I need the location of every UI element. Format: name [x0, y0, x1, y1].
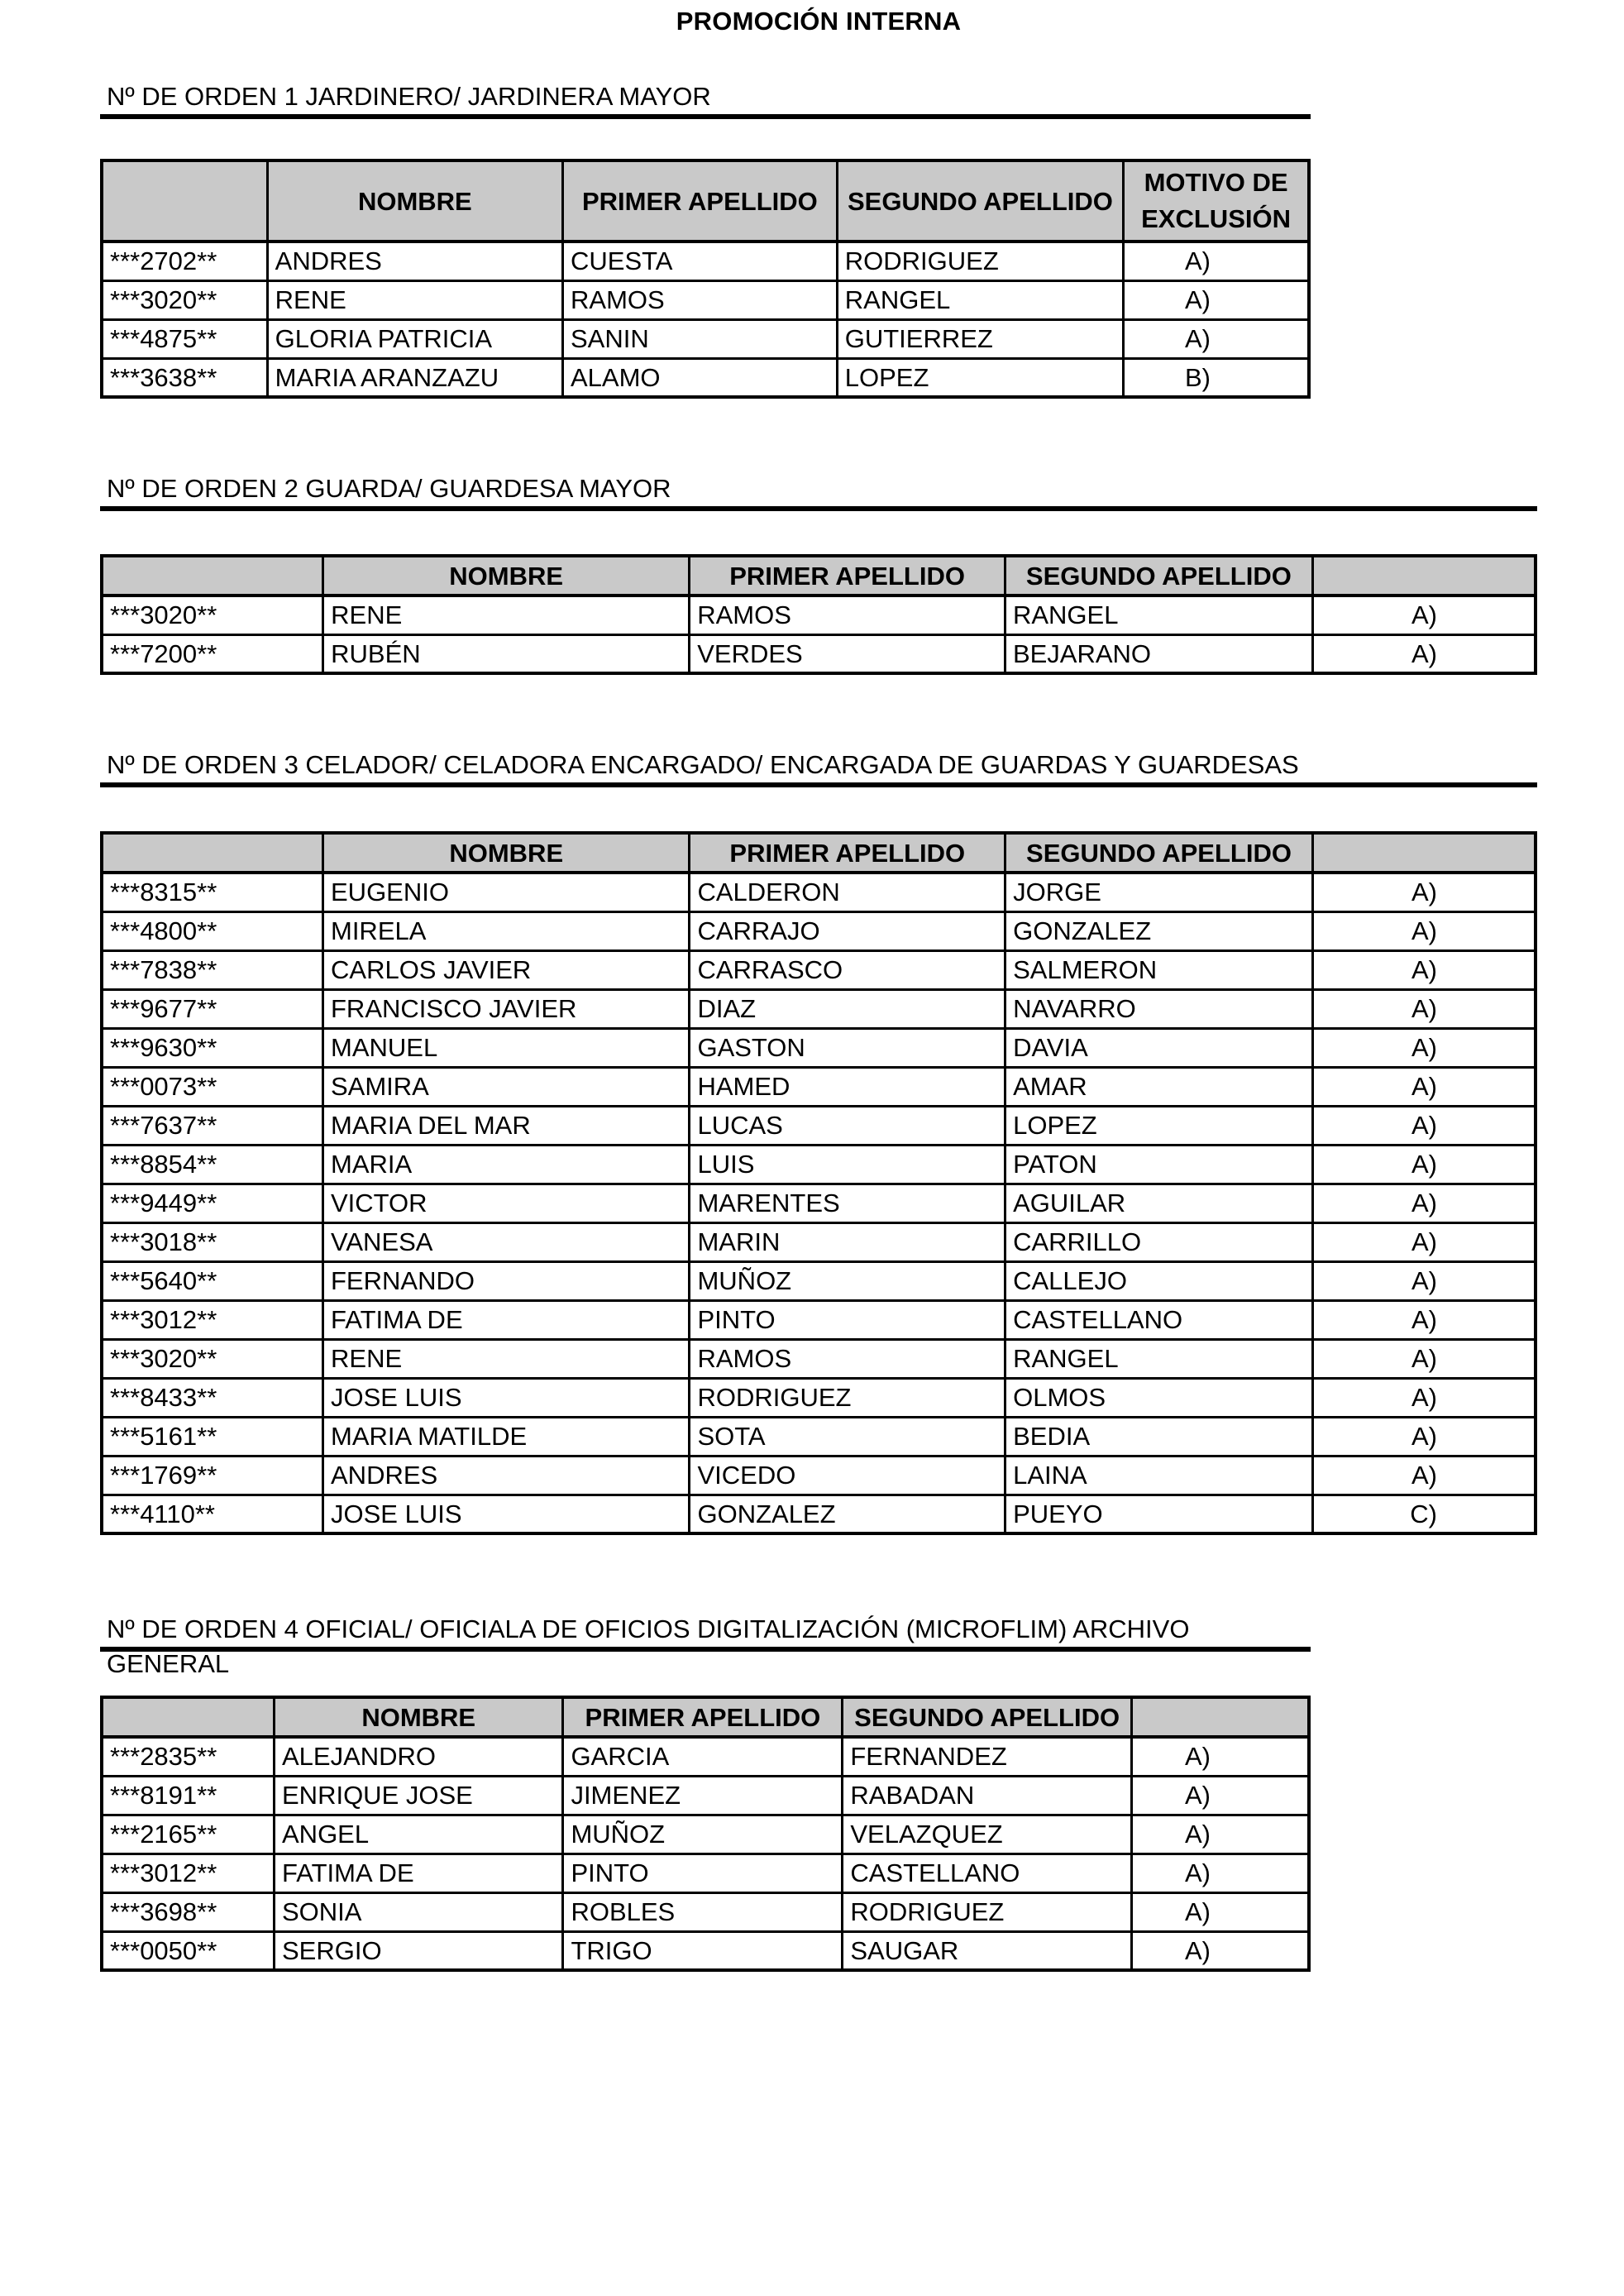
section-title: Nº DE ORDEN 1 JARDINERO/ JARDINERA MAYOR [100, 79, 1311, 119]
header-nombre: NOMBRE [323, 556, 690, 596]
table-row [102, 1931, 1309, 1970]
section-title: Nº DE ORDEN 2 GUARDA/ GUARDESA MAYOR [100, 471, 1537, 511]
cell-primer-apellido: LUCAS [690, 1106, 1005, 1145]
header-primer-apellido: PRIMER APELLIDO [563, 160, 838, 242]
cell-motivo: B) [1124, 358, 1309, 397]
table-row [102, 1417, 1536, 1456]
cell-nombre: SAMIRA [323, 1067, 690, 1106]
table-row [102, 634, 1536, 673]
table-row [102, 319, 1309, 358]
cell-nombre: MARIA ARANZAZU [267, 358, 562, 397]
cell-nombre: CARLOS JAVIER [323, 950, 690, 989]
table-row [102, 358, 1309, 397]
cell-segundo-apellido: AGUILAR [1005, 1184, 1313, 1222]
cell-nombre: MARIA [323, 1145, 690, 1184]
section-4 [100, 1612, 1311, 1965]
header-nombre: NOMBRE [267, 160, 562, 242]
cell-motivo: A) [1312, 1106, 1536, 1145]
cell-segundo-apellido: PATON [1005, 1145, 1313, 1184]
cell-id: ***0073** [102, 1067, 323, 1106]
table-row [102, 1776, 1309, 1815]
cell-nombre: EUGENIO [323, 873, 690, 911]
cell-nombre: MANUEL [323, 1028, 690, 1067]
cell-motivo: A) [1131, 1892, 1309, 1931]
cell-motivo: A) [1312, 1417, 1536, 1456]
exclusion-table [100, 1696, 1311, 1972]
cell-segundo-apellido: RANGEL [837, 280, 1123, 319]
cell-id: ***7200** [102, 634, 323, 673]
cell-primer-apellido: CARRASCO [690, 950, 1005, 989]
cell-segundo-apellido: NAVARRO [1005, 989, 1313, 1028]
cell-segundo-apellido: DAVIA [1005, 1028, 1313, 1067]
cell-segundo-apellido: RABADAN [843, 1776, 1132, 1815]
cell-id: ***9449** [102, 1184, 323, 1222]
header-id [102, 833, 323, 873]
cell-id: ***3698** [102, 1892, 275, 1931]
header-id [102, 1697, 275, 1737]
cell-segundo-apellido: GUTIERREZ [837, 319, 1123, 358]
table-row [102, 1456, 1536, 1495]
cell-segundo-apellido: SAUGAR [843, 1931, 1132, 1970]
table-row [102, 1145, 1536, 1184]
cell-primer-apellido: CARRAJO [690, 911, 1005, 950]
cell-nombre: ANGEL [275, 1815, 563, 1854]
table-row [102, 280, 1309, 319]
cell-segundo-apellido: LOPEZ [1005, 1106, 1313, 1145]
cell-motivo: A) [1312, 1222, 1536, 1261]
table-row [102, 596, 1536, 634]
exclusion-table [100, 159, 1311, 399]
header-nombre: NOMBRE [323, 833, 690, 873]
table-row [102, 1222, 1536, 1261]
table-row [102, 1028, 1536, 1067]
cell-motivo: A) [1312, 596, 1536, 634]
cell-segundo-apellido: JORGE [1005, 873, 1313, 911]
cell-primer-apellido: RAMOS [563, 280, 838, 319]
cell-primer-apellido: MARENTES [690, 1184, 1005, 1222]
cell-segundo-apellido: CASTELLANO [1005, 1300, 1313, 1339]
cell-segundo-apellido: LAINA [1005, 1456, 1313, 1495]
cell-id: ***2165** [102, 1815, 275, 1854]
cell-id: ***9630** [102, 1028, 323, 1067]
cell-segundo-apellido: CALLEJO [1005, 1261, 1313, 1300]
cell-primer-apellido: GASTON [690, 1028, 1005, 1067]
cell-id: ***3012** [102, 1854, 275, 1892]
table-row [102, 1892, 1309, 1931]
cell-motivo: A) [1312, 1028, 1536, 1067]
cell-nombre: SERGIO [275, 1931, 563, 1970]
cell-nombre: ANDRES [267, 242, 562, 280]
table-row [102, 1106, 1536, 1145]
cell-motivo: A) [1312, 1261, 1536, 1300]
cell-nombre: JOSE LUIS [323, 1495, 690, 1533]
cell-nombre: ENRIQUE JOSE [275, 1776, 563, 1815]
cell-nombre: VANESA [323, 1222, 690, 1261]
cell-primer-apellido: MUÑOZ [563, 1815, 843, 1854]
header-motivo-de-exclusi-n: MOTIVO DE EXCLUSIÓN [1124, 160, 1309, 242]
cell-primer-apellido: ALAMO [563, 358, 838, 397]
cell-segundo-apellido: RODRIGUEZ [837, 242, 1123, 280]
table-row [102, 989, 1536, 1028]
cell-motivo: A) [1131, 1776, 1309, 1815]
table-header-row [102, 833, 1536, 873]
cell-segundo-apellido: GONZALEZ [1005, 911, 1313, 950]
cell-motivo: A) [1124, 242, 1309, 280]
section-3 [100, 748, 1537, 1528]
cell-id: ***7838** [102, 950, 323, 989]
cell-segundo-apellido: CARRILLO [1005, 1222, 1313, 1261]
cell-segundo-apellido: RODRIGUEZ [843, 1892, 1132, 1931]
table-header-row [102, 1697, 1309, 1737]
cell-motivo: A) [1312, 1184, 1536, 1222]
cell-segundo-apellido: LOPEZ [837, 358, 1123, 397]
section-1 [100, 79, 1311, 392]
cell-motivo: A) [1312, 1456, 1536, 1495]
table-row [102, 1184, 1536, 1222]
header-motivo-de-exclusi-n [1312, 556, 1536, 596]
cell-id: ***7637** [102, 1106, 323, 1145]
cell-segundo-apellido: BEDIA [1005, 1417, 1313, 1456]
table-row [102, 1339, 1536, 1378]
cell-id: ***4800** [102, 911, 323, 950]
cell-primer-apellido: MUÑOZ [690, 1261, 1005, 1300]
cell-primer-apellido: MARIN [690, 1222, 1005, 1261]
header-segundo-apellido: SEGUNDO APELLIDO [1005, 556, 1312, 596]
table-row [102, 1815, 1309, 1854]
table-row [102, 1261, 1536, 1300]
exclusion-table [100, 831, 1537, 1535]
cell-nombre: MARIA MATILDE [323, 1417, 690, 1456]
cell-motivo: A) [1131, 1737, 1309, 1776]
cell-id: ***5640** [102, 1261, 323, 1300]
table-row [102, 1495, 1536, 1533]
cell-id: ***3012** [102, 1300, 323, 1339]
table-row [102, 911, 1536, 950]
cell-segundo-apellido: SALMERON [1005, 950, 1313, 989]
cell-motivo: A) [1312, 1339, 1536, 1378]
header-primer-apellido: PRIMER APELLIDO [690, 556, 1005, 596]
cell-segundo-apellido: PUEYO [1005, 1495, 1313, 1533]
table-header-row [102, 556, 1536, 596]
cell-nombre: MARIA DEL MAR [323, 1106, 690, 1145]
cell-primer-apellido: HAMED [690, 1067, 1005, 1106]
cell-nombre: MIRELA [323, 911, 690, 950]
cell-nombre: FRANCISCO JAVIER [323, 989, 690, 1028]
cell-nombre: ANDRES [323, 1456, 690, 1495]
cell-primer-apellido: VICEDO [690, 1456, 1005, 1495]
cell-motivo: C) [1312, 1495, 1536, 1533]
cell-id: ***5161** [102, 1417, 323, 1456]
header-segundo-apellido: SEGUNDO APELLIDO [837, 160, 1123, 242]
cell-motivo: A) [1124, 319, 1309, 358]
header-segundo-apellido: SEGUNDO APELLIDO [843, 1697, 1132, 1737]
header-motivo-de-exclusi-n [1131, 1697, 1309, 1737]
section-title: Nº DE ORDEN 4 OFICIAL/ OFICIALA DE OFICIOS DIGITALIZACIÓN (MICROFLIM) ARCHIVO GENERAL [100, 1612, 1311, 1652]
cell-primer-apellido: JIMENEZ [563, 1776, 843, 1815]
cell-segundo-apellido: BEJARANO [1005, 634, 1312, 673]
cell-primer-apellido: RAMOS [690, 596, 1005, 634]
cell-nombre: FERNANDO [323, 1261, 690, 1300]
table-row [102, 950, 1536, 989]
cell-primer-apellido: GARCIA [563, 1737, 843, 1776]
table-header-row [102, 160, 1309, 242]
cell-nombre: RENE [323, 1339, 690, 1378]
table-row [102, 1067, 1536, 1106]
cell-id: ***3020** [102, 1339, 323, 1378]
cell-nombre: ALEJANDRO [275, 1737, 563, 1776]
cell-primer-apellido: LUIS [690, 1145, 1005, 1184]
cell-id: ***4875** [102, 319, 267, 358]
cell-nombre: FATIMA DE [275, 1854, 563, 1892]
cell-primer-apellido: CUESTA [563, 242, 838, 280]
section-title: Nº DE ORDEN 3 CELADOR/ CELADORA ENCARGADO/ ENCARGADA DE GUARDAS Y GUARDESAS [100, 748, 1537, 787]
table-row [102, 1854, 1309, 1892]
cell-id: ***1769** [102, 1456, 323, 1495]
cell-motivo: A) [1131, 1815, 1309, 1854]
cell-primer-apellido: SANIN [563, 319, 838, 358]
cell-id: ***8854** [102, 1145, 323, 1184]
cell-primer-apellido: RODRIGUEZ [690, 1378, 1005, 1417]
cell-motivo: A) [1312, 911, 1536, 950]
table-row [102, 242, 1309, 280]
header-id [102, 556, 323, 596]
cell-id: ***8315** [102, 873, 323, 911]
cell-primer-apellido: PINTO [563, 1854, 843, 1892]
cell-motivo: A) [1312, 1300, 1536, 1339]
cell-id: ***3020** [102, 596, 323, 634]
cell-id: ***3018** [102, 1222, 323, 1261]
header-primer-apellido: PRIMER APELLIDO [690, 833, 1005, 873]
cell-primer-apellido: RAMOS [690, 1339, 1005, 1378]
header-motivo-de-exclusi-n [1312, 833, 1536, 873]
cell-segundo-apellido: VELAZQUEZ [843, 1815, 1132, 1854]
cell-segundo-apellido: RANGEL [1005, 596, 1312, 634]
cell-id: ***4110** [102, 1495, 323, 1533]
exclusion-table [100, 554, 1537, 675]
cell-nombre: FATIMA DE [323, 1300, 690, 1339]
cell-primer-apellido: VERDES [690, 634, 1005, 673]
document-title: PROMOCIÓN INTERNA [676, 7, 962, 36]
cell-motivo: A) [1312, 989, 1536, 1028]
cell-id: ***8433** [102, 1378, 323, 1417]
header-nombre: NOMBRE [275, 1697, 563, 1737]
cell-nombre: GLORIA PATRICIA [267, 319, 562, 358]
section-2 [100, 471, 1537, 668]
table-row [102, 873, 1536, 911]
cell-primer-apellido: TRIGO [563, 1931, 843, 1970]
cell-motivo: A) [1312, 873, 1536, 911]
cell-nombre: VICTOR [323, 1184, 690, 1222]
header-id [102, 160, 267, 242]
cell-primer-apellido: GONZALEZ [690, 1495, 1005, 1533]
cell-motivo: A) [1124, 280, 1309, 319]
cell-segundo-apellido: OLMOS [1005, 1378, 1313, 1417]
table-row [102, 1737, 1309, 1776]
cell-motivo: A) [1131, 1931, 1309, 1970]
table-row [102, 1378, 1536, 1417]
cell-primer-apellido: DIAZ [690, 989, 1005, 1028]
cell-id: ***8191** [102, 1776, 275, 1815]
cell-motivo: A) [1131, 1854, 1309, 1892]
cell-motivo: A) [1312, 1378, 1536, 1417]
cell-nombre: RENE [267, 280, 562, 319]
cell-motivo: A) [1312, 1145, 1536, 1184]
cell-segundo-apellido: AMAR [1005, 1067, 1313, 1106]
cell-nombre: SONIA [275, 1892, 563, 1931]
cell-primer-apellido: CALDERON [690, 873, 1005, 911]
cell-id: ***9677** [102, 989, 323, 1028]
cell-motivo: A) [1312, 950, 1536, 989]
header-primer-apellido: PRIMER APELLIDO [563, 1697, 843, 1737]
cell-nombre: JOSE LUIS [323, 1378, 690, 1417]
cell-id: ***2702** [102, 242, 267, 280]
header-segundo-apellido: SEGUNDO APELLIDO [1005, 833, 1313, 873]
cell-primer-apellido: ROBLES [563, 1892, 843, 1931]
cell-id: ***2835** [102, 1737, 275, 1776]
cell-segundo-apellido: RANGEL [1005, 1339, 1313, 1378]
cell-motivo: A) [1312, 634, 1536, 673]
cell-segundo-apellido: FERNANDEZ [843, 1737, 1132, 1776]
cell-id: ***3638** [102, 358, 267, 397]
cell-segundo-apellido: CASTELLANO [843, 1854, 1132, 1892]
cell-primer-apellido: SOTA [690, 1417, 1005, 1456]
cell-motivo: A) [1312, 1067, 1536, 1106]
cell-id: ***3020** [102, 280, 267, 319]
table-row [102, 1300, 1536, 1339]
cell-primer-apellido: PINTO [690, 1300, 1005, 1339]
cell-nombre: RUBÉN [323, 634, 690, 673]
cell-nombre: RENE [323, 596, 690, 634]
cell-id: ***0050** [102, 1931, 275, 1970]
